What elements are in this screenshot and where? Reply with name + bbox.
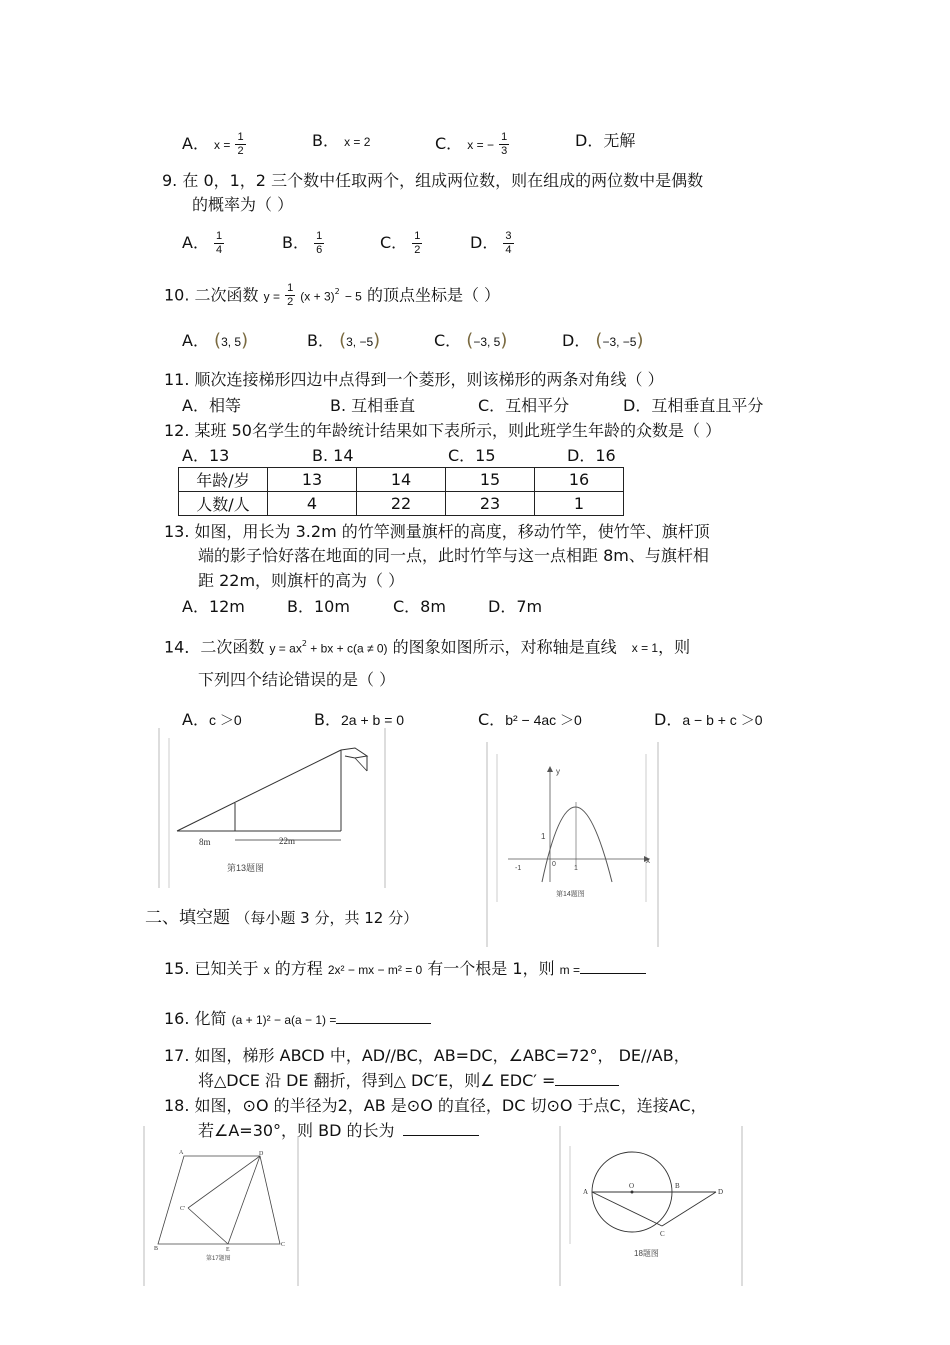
q16-answer-blank[interactable] [336, 1009, 431, 1024]
q14-option-c: C．b² − 4ac ＞0 [478, 710, 582, 729]
point-o: O [629, 1182, 635, 1190]
q17-line2: 将△DCE 沿 DE 翻折，得到△ DC′E，则∠ EDC′ = [198, 1071, 619, 1091]
q13-option-a: A．12m [182, 597, 245, 616]
q9-option-d: D． $\frac{3}{4}$ [470, 230, 512, 256]
q12-option-c: C．15 [448, 446, 496, 465]
point-d: D [718, 1188, 724, 1196]
q8-option-d: D．无解 [575, 131, 636, 150]
table-cell: 15 [446, 468, 535, 492]
q11-option-b: B. 互相垂直 [330, 396, 416, 415]
q18-line1: 18. 如图，⊙O 的半径为2，AB 是⊙O 的直径，DC 切⊙O 于点C，连接AC， [164, 1096, 707, 1115]
table-cell: 16 [535, 468, 624, 492]
q15-stem: 15. 已知关于 x 的方程 2x² − mx − m² = 0 有一个根是 1，则 m = [164, 959, 646, 980]
q13-option-c: C．8m [393, 597, 446, 616]
q13-line3: 距 22m，则旗杆的高为（ ） [198, 571, 405, 590]
q9-line1: 9. 在 0，1，2 三个数中任取两个，组成两位数，则在组成的两位数中是偶数 [162, 171, 704, 190]
q10-option-c: C． (−3, 5) [434, 330, 508, 351]
q12-option-a: A．13 [182, 446, 230, 465]
q18-line2: 若∠A=30°，则 BD 的长为 [198, 1121, 479, 1141]
q13-line2: 端的影子恰好落在地面的同一点，此时竹竿与这一点相距 8m、与旗杆相 [198, 546, 709, 565]
label-0: 0 [552, 861, 556, 868]
figure-14 [486, 742, 661, 947]
table-cell: 13 [268, 468, 357, 492]
q14-option-d: D．a − b + c ＞0 [654, 710, 763, 729]
table-cell: 22 [357, 492, 446, 516]
q10-option-d: D． (−3, −5) [562, 330, 644, 351]
q10-stem: 10. 二次函数 y = $\frac{1}{2}$ $(x + 3)^2 - 5$ 的顶点坐标是（ ） [164, 282, 501, 309]
q11-stem: 11. 顺次连接梯形四边中点得到一个菱形，则该梯形的两条对角线（ ） [164, 370, 664, 389]
q9-option-b: B． $\frac{1}{6}$ [282, 230, 323, 256]
q8-option-b: B． x = 2 [312, 131, 371, 150]
point-c: C [660, 1230, 665, 1238]
q17-answer-blank[interactable] [555, 1071, 619, 1086]
q9-option-c: C． $\frac{1}{2}$ [380, 230, 421, 256]
q18-answer-blank[interactable] [403, 1121, 479, 1136]
label-8m: 8m [199, 837, 211, 847]
q9-line2: 的概率为（ ） [192, 195, 294, 214]
q16-stem: 16. 化简 (a + 1)² − a(a − 1) = [164, 1009, 431, 1030]
label-y: y [556, 767, 560, 776]
point-c: C [281, 1242, 286, 1248]
q8-option-c: C． x = − $\frac{1}{3}$ [435, 131, 508, 157]
q10-option-a: A． (3, 5) [182, 330, 249, 351]
table-cell: 人数/人 [179, 492, 268, 516]
figure-17 [142, 1126, 302, 1286]
q12-stem: 12. 某班 50名学生的年龄统计结果如下表所示，则此班学生年龄的众数是（ ） [164, 421, 722, 440]
point-b: B [154, 1246, 159, 1252]
q17-line1: 17. 如图，梯形 ABCD 中，AD//BC，AB=DC，∠ABC=72°， DE//AB， [164, 1046, 690, 1065]
label-neg1: -1 [515, 865, 522, 872]
section-2-heading [145, 907, 418, 929]
figure-13-caption: 第13题图 [227, 863, 265, 873]
table-row [179, 492, 624, 516]
point-e: E [226, 1247, 230, 1253]
age-table [178, 467, 624, 516]
table-cell: 1 [535, 492, 624, 516]
section-2-note: （每小题 3 分，共 12 分） [235, 909, 419, 927]
point-a: A [179, 1150, 184, 1156]
figure-17-caption: 第17题图 [206, 1256, 231, 1262]
label-x: x [646, 856, 650, 865]
q14-stem: 14．二次函数 $y = ax^2$ + bx + c(a ≠ 0) 的图象如图所示，对称轴是直线 x = 1，则 [164, 637, 691, 657]
label-1: 1 [541, 832, 546, 841]
label-22m: 22m [279, 836, 296, 846]
table-cell: 4 [268, 492, 357, 516]
q13-option-b: B．10m [287, 597, 350, 616]
q13-option-d: D．7m [488, 597, 543, 616]
table-cell: 23 [446, 492, 535, 516]
q15-answer-blank[interactable] [580, 959, 646, 974]
section-2-title: 二、填空题 [145, 908, 230, 928]
point-d: D [259, 1151, 264, 1157]
point-a: A [583, 1188, 589, 1196]
figure-13 [155, 728, 390, 888]
q11-option-c: C．互相平分 [478, 396, 570, 415]
table-row [179, 468, 624, 492]
table-cell: 年龄/岁 [179, 468, 268, 492]
point-b: B [675, 1182, 680, 1190]
figure-14-caption: 第14题图 [556, 891, 585, 898]
q12-option-b: B. 14 [312, 446, 354, 465]
q10-option-b: B． (3, −5) [307, 330, 381, 351]
q11-option-a: A．相等 [182, 396, 241, 415]
q14-line2: 下列四个结论错误的是（ ） [198, 670, 396, 689]
q14-option-a: A．c ＞0 [182, 710, 242, 729]
q11-option-d: D．互相垂直且平分 [623, 396, 764, 415]
q9-option-a: A． $\frac{1}{4}$ [182, 230, 223, 256]
q13-line1: 13. 如图，用长为 3.2m 的竹竿测量旗杆的高度，移动竹竿，使竹竿、旗杆顶 [164, 522, 710, 541]
point-c-prime: C' [180, 1206, 186, 1212]
q8-option-a: A． x = $\frac{1}{2}$ [182, 131, 244, 157]
q12-option-d: D．16 [567, 446, 616, 465]
figure-18-caption: 18题图 [634, 1249, 659, 1258]
q14-option-b: B．2a + b = 0 [314, 710, 405, 729]
figure-18 [558, 1126, 748, 1286]
table-cell: 14 [357, 468, 446, 492]
label-x1: 1 [574, 865, 578, 872]
